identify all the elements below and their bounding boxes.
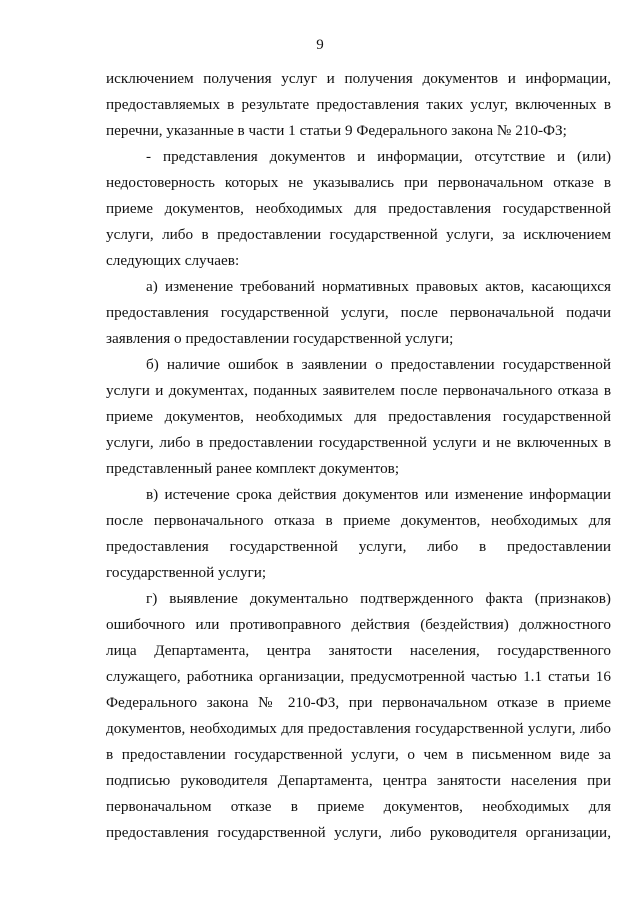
- paragraph-list-item-documents: - представления документов и информации, отсутствие и (или) недостоверность которых не указывались при первоначальном отказе в приеме документов, необходимых для предоставления государственной услуги, либо в предоставлении государственной услуги, за исключением следующих случаев:: [106, 148, 611, 269]
- document-body: [106, 66, 611, 846]
- paragraph-continuation: исключением получения услуг и получения документов и информации, предоставляемых в результате предоставления таких услуг, включенных в перечни, указанные в части 1 статьи 9 Федерального закона № 210-ФЗ;: [106, 70, 611, 139]
- page-number: 9: [316, 37, 324, 53]
- paragraph-case-g: г) выявление документально подтвержденного факта (признаков) ошибочного или противоправного действия (бездействия) должностного лица Департамента, центра занятости населения, государственного служащего, работника организации, предусмотренной частью 1.1 статьи 16 Федерального закона № 210-ФЗ, при первоначальном отказе в приеме документов, необходимых для предоставления государственной услуги, либо в предоставлении государственной услуги, о чем в письменном виде за подписью руководителя Департамента, центра занятости населения при первоначальном отказе в приеме документов, необходимых для предоставления государственной услуги, либо руководителя организации,: [106, 590, 611, 841]
- paragraph-case-b: б) наличие ошибок в заявлении о предоставлении государственной услуги и документах, поданных заявителем после первоначального отказа в приеме документов, необходимых для предоставления государственной услуги, либо в предоставлении государственной услуги и не включенных в представленный ранее комплект документов;: [106, 356, 611, 477]
- paragraph-case-v: в) истечение срока действия документов или изменение информации после первоначального отказа в приеме документов, необходимых для предоставления государственной услуги, либо в предоставлении государственной услуги;: [106, 486, 611, 581]
- paragraph-case-a: а) изменение требований нормативных правовых актов, касающихся предоставления государственной услуги, после первоначальной подачи заявления о предоставлении государственной услуги;: [106, 278, 611, 347]
